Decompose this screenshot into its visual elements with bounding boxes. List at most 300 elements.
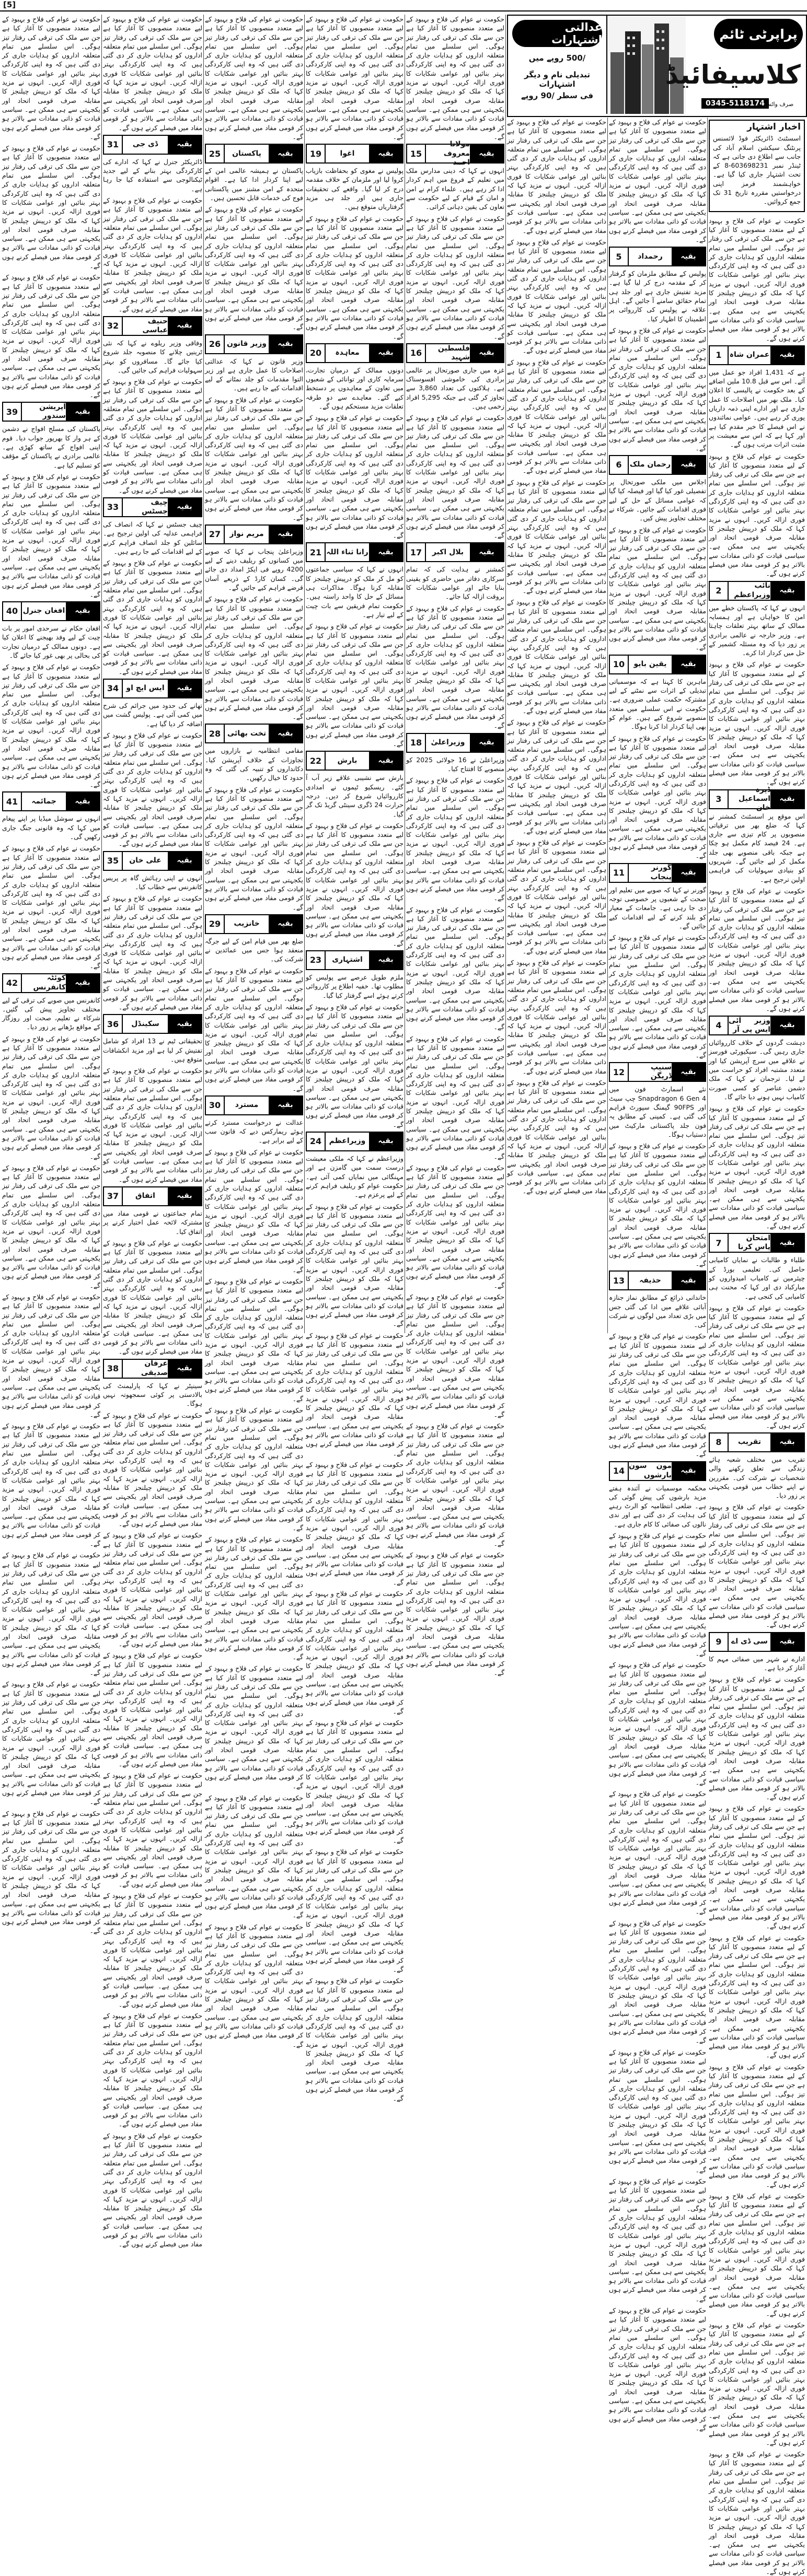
article-paragraph: حکومت نے عوام کی فلاح و بہبود کے لیے متعدد منصوبوں کا آغاز کیا ہے جن سے ملک کی ترقی کی رفتار تیز ہوگی۔ اس سلسلے میں تمام متعلقہ اداروں کو ہدایات جاری کر دی گئی ہیں کہ وہ اپنی کارکردگی بہتر بنائیں اور عوامی شکایات کا فوری ازالہ کریں۔ انہوں نے مزید کہا کہ ملک کو درپیش چیلنجز کا مقابلہ صرف قومی اتحاد اور یکجہتی سے ہی ممکن ہے۔ سیاسی قیادت کو ذاتی مفادات سے بالاتر ہو کر قومی مفاد میں فیصلے کرنے ہوں گے۔ xyxy=(709,1104,805,1230)
continuation-number: 2 xyxy=(710,582,729,600)
article-paragraph: نئے اسمارٹ فون میں Snapdragon 6 Gen 4 چپ سیٹ اور 90FPS گیمنگ سپورٹ فراہم کی گئی ہے۔ کمپنی کے مطابق یہ فون جلد پاکستانی مارکیٹ میں دستیاب ہوگا۔ xyxy=(609,1085,706,1138)
article-paragraph: دونوں ممالک کے درمیان تجارت، سرمایہ کاری اور توانائی کے شعبوں میں تعاون کے معاہدوں پر دستخط کیے گئے۔ معاہدے سے دو طرفہ تعلقات مزید مستحکم ہوں گے۔ xyxy=(306,366,404,410)
article-paragraph: تمام جماعتوں نے قومی مفاد میں مشترکہ لائحہ عمل اختیار کرنے پر اتفاق کیا۔ xyxy=(103,1209,202,1235)
article-paragraph: حکومت نے عوام کی فلاح و بہبود کے لیے متعدد منصوبوں کا آغاز کیا ہے جن سے ملک کی ترقی کی رفتار تیز ہوگی۔ اس سلسلے میں تمام متعلقہ اداروں کو ہدایات جاری کر دی گئی ہیں کہ وہ اپنی کارکردگی بہتر بنائیں اور عوامی شکایات کا فوری ازالہ کریں۔ انہوں نے مزید کہا کہ ملک کو درپیش چیلنجز کا مقابلہ صرف قومی اتحاد اور یکجہتی سے ہی ممکن ہے۔ سیاسی قیادت کو ذاتی مفادات سے بالاتر ہو کر قومی مفاد میں فیصلے کرنے ہوں گے۔ xyxy=(709,660,805,786)
continuation-title: کوئٹہ کانفرنس xyxy=(33,974,66,992)
article-paragraph: حکومت نے عوام کی فلاح و بہبود کے لیے متعدد منصوبوں کا آغاز کیا ہے جن سے ملک کی ترقی کی رفتار تیز ہوگی۔ اس سلسلے میں تمام متعلقہ اداروں کو ہدایات جاری کر دی گئی ہیں کہ وہ اپنی کارکردگی بہتر بنائیں اور عوامی شکایات کا فوری ازالہ کریں۔ انہوں نے مزید کہا کہ ملک کو درپیش چیلنجز کا مقابلہ صرف قومی اتحاد اور یکجہتی سے ہی ممکن ہے۔ سیاسی قیادت کو ذاتی مفادات سے بالاتر ہو کر قومی مفاد میں فیصلے کرنے ہوں گے۔ xyxy=(709,2062,805,2188)
article-paragraph: حکومت نے عوام کی فلاح و بہبود کے لیے متعدد منصوبوں کا آغاز کیا ہے جن سے ملک کی ترقی کی رفتار تیز ہوگی۔ اس سلسلے میں تمام متعلقہ اداروں کو ہدایات جاری کر دی گئی ہیں کہ وہ اپنی کارکردگی بہتر بنائیں اور عوامی شکایات کا فوری ازالہ کریں۔ انہوں نے مزید کہا کہ ملک کو درپیش چیلنجز کا مقابلہ صرف قومی اتحاد اور یکجہتی سے ہی ممکن ہے۔ سیاسی قیادت کو ذاتی مفادات سے بالاتر ہو کر قومی مفاد میں فیصلے کرنے ہوں گے۔ xyxy=(507,238,606,355)
article-paragraph: حکومت نے عوام کی فلاح و بہبود کے لیے متعدد منصوبوں کا آغاز کیا ہے جن سے ملک کی ترقی کی رفتار تیز ہوگی۔ اس سلسلے میں تمام متعلقہ اداروں کو ہدایات جاری کر دی گئی ہیں کہ وہ اپنی کارکردگی بہتر بنائیں اور عوامی شکایات کا فوری ازالہ کریں۔ انہوں نے مزید کہا کہ ملک کو درپیش چیلنجز کا مقابلہ صرف قومی اتحاد اور یکجہتی سے ہی ممکن ہے۔ سیاسی قیادت کو ذاتی مفادات سے بالاتر ہو کر قومی مفاد میں فیصلے کرنے ہوں گے۔ xyxy=(306,1003,404,1128)
text-column xyxy=(406,15,505,1677)
continuation-title: حنیف عباسی xyxy=(142,317,168,334)
continuation-tag: بقیہ xyxy=(269,1097,302,1114)
whatsapp-label: صرف واٹس ایپ xyxy=(754,101,794,108)
continuation-number: 15 xyxy=(407,145,426,162)
article-paragraph: انہوں نے کہا کہ پاکستان خطے میں امن کا خواہاں ہے اور ہمسایہ ممالک کے ساتھ بہتر تعلقات چاہتا ہے۔ وزیر خارجہ نے عالمی برادری پر زور دیا کہ وہ مسئلہ کشمیر کے حل میں کردار ادا کرے۔ xyxy=(709,603,805,657)
continuation-header xyxy=(103,316,202,336)
article-paragraph: حکومت نے عوام کی فلاح و بہبود کے لیے متعدد منصوبوں کا آغاز کیا ہے جن سے ملک کی ترقی کی رفتار تیز ہوگی۔ اس سلسلے میں تمام متعلقہ اداروں کو ہدایات جاری کر دی گئی ہیں کہ وہ اپنی کارکردگی بہتر بنائیں اور عوامی شکایات کا فوری ازالہ کریں۔ انہوں نے مزید کہا کہ ملک کو درپیش چیلنجز کا مقابلہ صرف قومی اتحاد اور یکجہتی سے ہی ممکن ہے۔ سیاسی قیادت کو ذاتی مفادات سے بالاتر ہو کر قومی مفاد میں فیصلے کرنے ہوں گے۔ xyxy=(103,1239,202,1356)
article-paragraph: اسسٹنٹ ڈائریکٹر فوڈ لائسنس پرنٹنگ سیکشن اسلام آباد کی جانب سے اطلاع دی جاتی ہے کہ ٹینڈر نمبر 603698231-8 کے تحت اشتہار جاری کیا گیا ہے۔ خواہشمند فرمز اپنی درخواستیں مقررہ تاریخ 31 تک جمع کروائیں۔ xyxy=(713,134,801,206)
article-paragraph: حکومت نے عوام کی فلاح و بہبود کے لیے متعدد منصوبوں کا آغاز کیا ہے جن سے ملک کی ترقی کی رفتار تیز ہوگی۔ اس سلسلے میں تمام متعلقہ اداروں کو ہدایات جاری کر دی گئی ہیں کہ وہ اپنی کارکردگی بہتر بنائیں اور عوامی شکایات کا فوری ازالہ کریں۔ انہوں نے مزید کہا کہ ملک کو درپیش چیلنجز کا مقابلہ صرف قومی اتحاد اور یکجہتی سے ہی ممکن ہے۔ سیاسی قیادت کو ذاتی مفادات سے بالاتر ہو کر قومی مفاد میں فیصلے کرنے ہوں گے۔ xyxy=(103,1892,202,2008)
article-paragraph: حکومت نے عوام کی فلاح و بہبود کے لیے متعدد منصوبوں کا آغاز کیا ہے جن سے ملک کی ترقی کی رفتار تیز ہوگی۔ اس سلسلے میں تمام متعلقہ اداروں کو ہدایات جاری کر دی گئی ہیں کہ وہ اپنی کارکردگی بہتر بنائیں اور عوامی شکایات کا فوری ازالہ کریں۔ انہوں نے مزید کہا کہ ملک کو درپیش چیلنجز کا مقابلہ صرف قومی اتحاد اور یکجہتی سے ہی ممکن ہے۔ سیاسی قیادت کو ذاتی مفادات سے بالاتر ہو کر قومی مفاد میں فیصلے کرنے ہوں گے۔ xyxy=(103,1067,202,1183)
continuation-number: 38 xyxy=(104,1360,123,1378)
continuation-tag: بقیہ xyxy=(672,248,705,265)
continuation-tag: بقیہ xyxy=(269,915,302,933)
article-paragraph: حکومت نے عوام کی فلاح و بہبود کے لیے متعدد منصوبوں کا آغاز کیا ہے جن سے ملک کی ترقی کی رفتار تیز ہوگی۔ اس سلسلے میں تمام متعلقہ اداروں کو ہدایات جاری کر دی گئی ہیں کہ وہ اپنی کارکردگی بہتر بنائیں اور عوامی شکایات کا فوری ازالہ کریں۔ انہوں نے مزید کہا کہ ملک کو درپیش چیلنجز کا مقابلہ صرف قومی اتحاد اور یکجہتی سے ہی ممکن ہے۔ سیاسی قیادت کو ذاتی مفادات سے بالاتر ہو کر قومی مفاد میں فیصلے کرنے ہوں گے۔ xyxy=(609,1790,706,1916)
continuation-header xyxy=(609,1270,706,1290)
continuation-tag: بقیہ xyxy=(672,1462,705,1480)
continuation-tag: بقیہ xyxy=(770,1234,804,1252)
price-line-1: /500 روپے میں xyxy=(528,53,586,63)
article-paragraph: مقامی انتظامیہ نے بازاروں میں تجاوزات کے خلاف آپریشن کیا۔ دکانداروں کو تنبیہ کی گئی کہ وہ حدود کا خیال رکھیں۔ xyxy=(205,747,303,782)
continuation-number: 24 xyxy=(307,1133,326,1150)
continuation-number: 19 xyxy=(307,145,326,162)
text-column xyxy=(305,15,404,2103)
continuation-header xyxy=(306,950,404,970)
price-line-2: تبدیلی نام و دیگر اشتہارات xyxy=(524,70,590,89)
continuation-tag: بقیہ xyxy=(470,543,503,561)
article-paragraph: حکومت نے عوام کی فلاح و بہبود کے لیے متعدد منصوبوں کا آغاز کیا ہے جن سے ملک کی ترقی کی رفتار تیز ہوگی۔ اس سلسلے میں تمام متعلقہ اداروں کو ہدایات جاری کر دی گئی ہیں کہ وہ اپنی کارکردگی بہتر بنائیں اور عوامی شکایات کا فوری ازالہ کریں۔ انہوں نے مزید کہا کہ ملک کو درپیش چیلنجز کا مقابلہ صرف قومی اتحاد اور یکجہتی سے ہی ممکن ہے۔ سیاسی قیادت کو ذاتی مفادات سے بالاتر ہو کر قومی مفاد میں فیصلے کرنے ہوں گے۔ xyxy=(2,1163,100,1289)
article-paragraph: حکومت نے عوام کی فلاح و بہبود کے لیے متعدد منصوبوں کا آغاز کیا ہے جن سے ملک کی ترقی کی رفتار تیز ہوگی۔ اس سلسلے میں تمام متعلقہ اداروں کو ہدایات جاری کر دی گئی ہیں کہ وہ اپنی کارکردگی بہتر بنائیں اور عوامی شکایات کا فوری ازالہ کریں۔ انہوں نے مزید کہا کہ ملک کو درپیش چیلنجز کا مقابلہ صرف قومی اتحاد اور یکجہتی سے ہی ممکن ہے۔ سیاسی قیادت کو ذاتی مفادات سے بالاتر ہو کر قومی مفاد میں فیصلے کرنے ہوں گے۔ xyxy=(609,2177,706,2303)
continuation-title: تخت بھائی xyxy=(227,729,267,738)
continuation-title: پاکستان xyxy=(232,149,261,158)
continuation-tag: بقیہ xyxy=(770,346,804,364)
article-paragraph: حکومت نے عوام کی فلاح و بہبود کے لیے متعدد منصوبوں کا آغاز کیا ہے جن سے ملک کی ترقی کی رفتار تیز ہوگی۔ اس سلسلے میں تمام متعلقہ اداروں کو ہدایات جاری کر دی گئی ہیں کہ وہ اپنی کارکردگی بہتر بنائیں اور عوامی شکایات کا فوری ازالہ کریں۔ انہوں نے مزید کہا کہ ملک کو درپیش چیلنجز کا مقابلہ صرف قومی اتحاد اور یکجہتی سے ہی ممکن ہے۔ سیاسی قیادت کو ذاتی مفادات سے بالاتر ہو کر قومی مفاد میں فیصلے کرنے ہوں گے۔ xyxy=(103,1531,202,1648)
article-paragraph: طلباء و طالبات نے نمایاں کامیابی حاصل کی۔ تعلیمی بورڈ کے چیئرمین نے کامیاب امیدواروں کو مبارکباد دی اور کہا کہ محنت ہی کامیابی کی کنجی ہے۔ xyxy=(709,1256,805,1300)
article-paragraph: حکومت نے عوام کی فلاح و بہبود کے لیے متعدد منصوبوں کا آغاز کیا ہے جن سے ملک کی ترقی کی رفتار تیز ہوگی۔ اس سلسلے میں تمام متعلقہ اداروں کو ہدایات جاری کر دی گئی ہیں کہ وہ اپنی کارکردگی بہتر بنائیں اور عوامی شکایات کا فوری ازالہ کریں۔ انہوں نے مزید کہا کہ ملک کو درپیش چیلنجز کا مقابلہ صرف قومی اتحاد اور یکجہتی سے ہی ممکن ہے۔ سیاسی قیادت کو ذاتی مفادات سے بالاتر ہو کر قومی مفاد میں فیصلے کرنے ہوں گے۔ xyxy=(609,1532,706,1657)
continuation-number: 4 xyxy=(710,1017,729,1034)
continuation-tag: بقیہ xyxy=(770,1633,804,1651)
continuation-title: ایس ایچ او xyxy=(126,684,165,693)
article-paragraph: حکومت نے عوام کی فلاح و بہبود کے لیے متعدد منصوبوں کا آغاز کیا ہے جن سے ملک کی ترقی کی رفتار تیز ہوگی۔ اس سلسلے میں تمام متعلقہ اداروں کو ہدایات جاری کر دی گئی ہیں کہ وہ اپنی کارکردگی بہتر بنائیں اور عوامی شکایات کا فوری ازالہ کریں۔ انہوں نے مزید کہا کہ ملک کو درپیش چیلنجز کا مقابلہ صرف قومی اتحاد اور یکجہتی سے ہی ممکن ہے۔ سیاسی قیادت کو ذاتی مفادات سے بالاتر ہو کر قومی مفاد میں فیصلے کرنے ہوں گے۔ xyxy=(205,395,303,521)
continuation-header xyxy=(609,1062,706,1082)
continuation-header xyxy=(709,345,805,365)
article-paragraph: حکومت نے عوام کی فلاح و بہبود کے لیے متعدد منصوبوں کا آغاز کیا ہے جن سے ملک کی ترقی کی رفتار تیز ہوگی۔ اس سلسلے میں تمام متعلقہ اداروں کو ہدایات جاری کر دی گئی ہیں کہ وہ اپنی کارکردگی بہتر بنائیں اور عوامی شکایات کا فوری ازالہ کریں۔ انہوں نے مزید کہا کہ ملک کو درپیش چیلنجز کا مقابلہ صرف قومی اتحاد اور یکجہتی سے ہی ممکن ہے۔ سیاسی قیادت کو ذاتی مفادات سے بالاتر ہو کر قومی مفاد میں فیصلے کرنے ہوں گے۔ xyxy=(205,966,303,1092)
continuation-title: گورنر پنجاب xyxy=(650,864,672,881)
article-paragraph: حکومت نے عوام کی فلاح و بہبود کے لیے متعدد منصوبوں کا آغاز کیا ہے جن سے ملک کی ترقی کی رفتار تیز ہوگی۔ اس سلسلے میں تمام متعلقہ اداروں کو ہدایات جاری کر دی گئی ہیں کہ وہ اپنی کارکردگی بہتر بنائیں اور عوامی شکایات کا فوری ازالہ کریں۔ انہوں نے مزید کہا کہ ملک کو درپیش چیلنجز کا مقابلہ صرف قومی اتحاد اور یکجہتی سے ہی ممکن ہے۔ سیاسی قیادت کو ذاتی مفادات سے بالاتر ہو کر قومی مفاد میں فیصلے کرنے ہوں گے۔ xyxy=(406,905,504,1031)
article-paragraph: حکومت نے عوام کی فلاح و بہبود کے لیے متعدد منصوبوں کا آغاز کیا ہے جن سے ملک کی ترقی کی رفتار تیز ہوگی۔ اس سلسلے میں تمام متعلقہ اداروں کو ہدایات جاری کر دی گئی ہیں کہ وہ اپنی کارکردگی بہتر بنائیں اور عوامی شکایات کا فوری ازالہ کریں۔ انہوں نے مزید کہا کہ ملک کو درپیش چیلنجز کا مقابلہ صرف قومی اتحاد اور یکجہتی سے ہی ممکن ہے۔ سیاسی قیادت کو ذاتی مفادات سے بالاتر ہو کر قومی مفاد میں فیصلے کرنے ہوں گے۔ xyxy=(609,2306,706,2432)
article-paragraph: حکومت نے عوام کی فلاح و بہبود کے لیے متعدد منصوبوں کا آغاز کیا ہے جن سے ملک کی ترقی کی رفتار تیز ہوگی۔ اس سلسلے میں تمام متعلقہ اداروں کو ہدایات جاری کر دی گئی ہیں کہ وہ اپنی کارکردگی بہتر بنائیں اور عوامی شکایات کا فوری ازالہ کریں۔ انہوں نے مزید کہا کہ ملک کو درپیش چیلنجز کا مقابلہ صرف قومی اتحاد اور یکجہتی سے ہی ممکن ہے۔ سیاسی قیادت کو ذاتی مفادات سے بالاتر ہو کر قومی مفاد میں فیصلے کرنے ہوں گے۔ xyxy=(103,2131,202,2248)
continuation-tag: بقیہ xyxy=(470,145,503,162)
article-paragraph: حکومت نے عوام کی فلاح و بہبود کے لیے متعدد منصوبوں کا آغاز کیا ہے جن سے ملک کی ترقی کی رفتار تیز ہوگی۔ اس سلسلے میں تمام متعلقہ اداروں کو ہدایات جاری کر دی گئی ہیں کہ وہ اپنی کارکردگی بہتر بنائیں اور عوامی شکایات کا فوری ازالہ کریں۔ انہوں نے مزید کہا کہ ملک کو درپیش چیلنجز کا مقابلہ صرف قومی اتحاد اور یکجہتی سے ہی ممکن ہے۔ سیاسی قیادت کو ذاتی مفادات سے بالاتر ہو کر قومی مفاد میں فیصلے کرنے ہوں گے۔ xyxy=(709,452,805,578)
notice-title: اخبار اشتہار xyxy=(747,122,801,132)
continuation-number: 25 xyxy=(206,145,225,162)
article-paragraph: تقریب میں مختلف شعبہ ہائے زندگی سے تعلق رکھنے والی شخصیات نے شرکت کی۔ مقررین نے اپنے خطاب میں قومی یکجہتی پر زور دیا۔ xyxy=(709,1455,805,1500)
article-paragraph: خاندانی ذرائع کے مطابق نماز جنازہ آبائی علاقے میں ادا کی گئی جس میں بڑی تعداد میں لوگوں نے شرکت کی۔ xyxy=(609,1293,706,1329)
column-rule xyxy=(607,118,608,1333)
article-paragraph: پولیس نے مغوی کو بحفاظت بازیاب کروا لیا اور ملزمان کے خلاف مقدمہ درج کر لیا گیا۔ واقعے کی تحقیقات جاری ہیں اور جلد ہی مزید گرفتاریاں متوقع ہیں۔ xyxy=(306,167,404,211)
article-paragraph: حکومت نے عوام کی فلاح و بہبود کے لیے متعدد منصوبوں کا آغاز کیا ہے جن سے ملک کی ترقی کی رفتار تیز ہوگی۔ اس سلسلے میں تمام متعلقہ اداروں کو ہدایات جاری کر دی گئی ہیں کہ وہ اپنی کارکردگی بہتر بنائیں اور عوامی شکایات کا فوری ازالہ کریں۔ انہوں نے مزید کہا کہ ملک کو درپیش چیلنجز کا مقابلہ صرف قومی اتحاد اور یکجہتی سے ہی ممکن ہے۔ سیاسی قیادت کو ذاتی مفادات سے بالاتر ہو کر قومی مفاد میں فیصلے کرنے ہوں گے۔ xyxy=(709,1303,805,1429)
continuation-title: اتفاق xyxy=(135,1192,155,1200)
article-paragraph: حکومت نے عوام کی فلاح و بہبود کے لیے متعدد منصوبوں کا آغاز کیا ہے جن سے ملک کی ترقی کی رفتار تیز ہوگی۔ اس سلسلے میں تمام متعلقہ اداروں کو ہدایات جاری کر دی گئی ہیں کہ وہ اپنی کارکردگی بہتر بنائیں اور عوامی شکایات کا فوری ازالہ کریں۔ انہوں نے مزید کہا کہ ملک کو درپیش چیلنجز کا مقابلہ صرف قومی اتحاد اور یکجہتی سے ہی ممکن ہے۔ سیاسی قیادت کو ذاتی مفادات سے بالاتر ہو کر قومی مفاد میں فیصلے کرنے ہوں گے۔ xyxy=(306,1202,404,1328)
article-paragraph: حکومت نے عوام کی فلاح و بہبود کے لیے متعدد منصوبوں کا آغاز کیا ہے جن سے ملک کی ترقی کی رفتار تیز ہوگی۔ اس سلسلے میں تمام متعلقہ اداروں کو ہدایات جاری کر دی گئی ہیں کہ وہ اپنی کارکردگی بہتر بنائیں اور عوامی شکایات کا فوری ازالہ کریں۔ انہوں نے مزید کہا کہ ملک کو درپیش چیلنجز کا مقابلہ صرف قومی اتحاد اور یکجہتی سے ہی ممکن ہے۔ سیاسی قیادت کو ذاتی مفادات سے بالاتر ہو کر قومی مفاد میں فیصلے کرنے ہوں گے۔ xyxy=(406,1293,504,1418)
column-rule xyxy=(707,118,708,1333)
article-paragraph: حکومت نے عوام کی فلاح و بہبود کے لیے متعدد منصوبوں کا آغاز کیا ہے جن سے ملک کی ترقی کی رفتار تیز ہوگی۔ اس سلسلے میں تمام متعلقہ اداروں کو ہدایات جاری کر دی گئی ہیں کہ وہ اپنی کارکردگی بہتر بنائیں اور عوامی شکایات کا فوری ازالہ کریں۔ انہوں نے مزید کہا کہ ملک کو درپیش چیلنجز کا مقابلہ صرف قومی اتحاد اور یکجہتی سے ہی ممکن ہے۔ سیاسی قیادت کو ذاتی مفادات سے بالاتر ہو کر قومی مفاد میں فیصلے کرنے ہوں گے۔ xyxy=(205,595,303,721)
continuation-tag: بقیہ xyxy=(369,145,402,162)
article-paragraph: حکومت نے عوام کی فلاح و بہبود کے لیے متعدد منصوبوں کا آغاز کیا ہے جن سے ملک کی ترقی کی رفتار تیز ہوگی۔ اس سلسلے میں تمام متعلقہ اداروں کو ہدایات جاری کر دی گئی ہیں کہ وہ اپنی کارکردگی بہتر بنائیں اور عوامی شکایات کا فوری ازالہ کریں۔ انہوں نے مزید کہا کہ ملک کو درپیش چیلنجز کا مقابلہ صرف قومی اتحاد اور یکجہتی سے ہی ممکن ہے۔ سیاسی قیادت کو ذاتی مفادات سے بالاتر ہو کر قومی مفاد میں فیصلے کرنے ہوں گے۔ xyxy=(205,15,303,141)
continuation-tag: بقیہ xyxy=(369,543,402,561)
continuation-number: 29 xyxy=(206,915,225,933)
article-paragraph: انہوں نے سوشل میڈیا پر اپنے پیغام میں کہا کہ وہ قانونی جنگ جاری رکھیں گی۔ xyxy=(2,814,100,841)
page-number: [5] xyxy=(3,0,16,9)
continuation-header xyxy=(103,1014,202,1034)
continuation-tag: بقیہ xyxy=(168,1360,201,1378)
continuation-number: 30 xyxy=(206,1097,225,1114)
continuation-number: 20 xyxy=(307,344,326,362)
article-paragraph: حکومت نے عوام کی فلاح و بہبود کے لیے متعدد منصوبوں کا آغاز کیا ہے جن سے ملک کی ترقی کی رفتار تیز ہوگی۔ اس سلسلے میں تمام متعلقہ اداروں کو ہدایات جاری کر دی گئی ہیں کہ وہ اپنی کارکردگی بہتر بنائیں اور عوامی شکایات کا فوری ازالہ کریں۔ انہوں نے مزید کہا کہ ملک کو درپیش چیلنجز کا مقابلہ صرف قومی اتحاد اور یکجہتی سے ہی ممکن ہے۔ سیاسی قیادت کو ذاتی مفادات سے بالاتر ہو کر قومی مفاد میں فیصلے کرنے ہوں گے۔ xyxy=(709,2450,805,2576)
article-paragraph: پاکستان کی مسلح افواج نے دشمن کے ہر وار کا بھرپور جواب دیا۔ قوم اپنی افواج کے ساتھ کھڑی ہے۔ عالمی برادری نے پاکستان کے مؤقف کو تسلیم کیا ہے۔ xyxy=(2,425,100,469)
article-paragraph: حکومت نے عوام کی فلاح و بہبود کے لیے متعدد منصوبوں کا آغاز کیا ہے جن سے ملک کی ترقی کی رفتار تیز ہوگی۔ اس سلسلے میں تمام متعلقہ اداروں کو ہدایات جاری کر دی گئی ہیں کہ وہ اپنی کارکردگی بہتر بنائیں اور عوامی شکایات کا فوری ازالہ کریں۔ انہوں نے مزید کہا کہ ملک کو درپیش چیلنجز کا مقابلہ صرف قومی اتحاد اور یکجہتی سے ہی ممکن ہے۔ سیاسی قیادت کو ذاتی مفادات سے بالاتر ہو کر قومی مفاد میں فیصلے کرنے ہوں گے۔ xyxy=(306,214,404,340)
article-paragraph: ادارے نے شہر میں صفائی مہم کا آغاز کر دیا ہے۔ xyxy=(709,1654,805,1672)
continuation-number: 3 xyxy=(710,790,729,808)
continuation-title: اشتہاری xyxy=(332,955,363,964)
text-column xyxy=(103,15,202,2248)
continuation-header xyxy=(609,863,706,883)
article-paragraph: ماہرین کا کہنا ہے کہ موسمیاتی تبدیلی کے اثرات سے نمٹنے کے لیے مشترکہ حکمت عملی ضروری ہے۔ حکومت نے اس سلسلے میں متعدد منصوبے شروع کیے ہیں۔ عوام کو بھی اپنا کردار ادا کرنا ہوگا۔ xyxy=(609,677,706,731)
continuation-title: حذیفہ xyxy=(639,1276,661,1285)
continuation-number: 21 xyxy=(307,543,326,561)
article-paragraph: وزیراعلیٰ پنجاب نے کہا کہ صوبے میں کسانوں کو ریلیف دینے کے لیے 4200 روپے فی ایکڑ امداد دی جائے گی۔ کسان کارڈ کے ذریعے آسان قرضے فراہم کیے جائیں گے۔ xyxy=(205,547,303,592)
whatsapp-phone: 0345-5118174 xyxy=(701,98,769,109)
continuation-tag: بقیہ xyxy=(672,1063,705,1081)
article-paragraph: حکومت نے عوام کی فلاح و بہبود کے لیے متعدد منصوبوں کا آغاز کیا ہے جن سے ملک کی ترقی کی رفتار تیز ہوگی۔ اس سلسلے میں تمام متعلقہ اداروں کو ہدایات جاری کر دی گئی ہیں کہ وہ اپنی کارکردگی بہتر بنائیں اور عوامی شکایات کا فوری ازالہ کریں۔ انہوں نے مزید کہا کہ ملک کو درپیش چیلنجز کا مقابلہ صرف قومی اتحاد اور یکجہتی سے ہی ممکن ہے۔ سیاسی قیادت کو ذاتی مفادات سے بالاتر ہو کر قومی مفاد میں فیصلے کرنے ہوں گے۔ xyxy=(2,1034,100,1160)
continuation-title: رانا ثناء اللہ xyxy=(326,547,368,556)
article-paragraph: حکومت نے عوام کی فلاح و بہبود کے لیے متعدد منصوبوں کا آغاز کیا ہے جن سے ملک کی ترقی کی رفتار تیز ہوگی۔ اس سلسلے میں تمام متعلقہ اداروں کو ہدایات جاری کر دی گئی ہیں کہ وہ اپنی کارکردگی بہتر بنائیں اور عوامی شکایات کا فوری ازالہ کریں۔ انہوں نے مزید کہا کہ ملک کو درپیش چیلنجز کا مقابلہ صرف قومی اتحاد اور یکجہتی سے ہی ممکن ہے۔ سیاسی قیادت کو ذاتی مفادات سے بالاتر ہو کر قومی مفاد میں فیصلے کرنے ہوں گے۔ xyxy=(2,1680,100,1806)
article-paragraph: حکومت نے عوام کی فلاح و بہبود کے لیے متعدد منصوبوں کا آغاز کیا ہے جن سے ملک کی ترقی کی رفتار تیز ہوگی۔ اس سلسلے میں تمام متعلقہ اداروں کو ہدایات جاری کر دی گئی ہیں کہ وہ اپنی کارکردگی بہتر بنائیں اور عوامی شکایات کا فوری ازالہ کریں۔ انہوں نے مزید کہا کہ ملک کو درپیش چیلنجز کا مقابلہ صرف قومی اتحاد اور یکجہتی سے ہی ممکن ہے۔ سیاسی قیادت کو ذاتی مفادات سے بالاتر ہو کر قومی مفاد میں فیصلے کرنے ہوں گے۔ xyxy=(406,1034,504,1160)
article-paragraph: حکومت نے عوام کی فلاح و بہبود کے لیے متعدد منصوبوں کا آغاز کیا ہے جن سے ملک کی ترقی کی رفتار تیز ہوگی۔ اس سلسلے میں تمام متعلقہ اداروں کو ہدایات جاری کر دی گئی ہیں کہ وہ اپنی کارکردگی بہتر بنائیں اور عوامی شکایات کا فوری ازالہ کریں۔ انہوں نے مزید کہا کہ ملک کو درپیش چیلنجز کا مقابلہ صرف قومی اتحاد اور یکجہتی سے ہی ممکن ہے۔ سیاسی قیادت کو ذاتی مفادات سے بالاتر ہو کر قومی مفاد میں فیصلے کرنے ہوں گے۔ xyxy=(709,887,805,1012)
article-paragraph: حکومت نے عوام کی فلاح و بہبود کے لیے متعدد منصوبوں کا آغاز کیا ہے جن سے ملک کی ترقی کی رفتار تیز ہوگی۔ اس سلسلے میں تمام متعلقہ اداروں کو ہدایات جاری کر دی گئی ہیں کہ وہ اپنی کارکردگی بہتر بنائیں اور عوامی شکایات کا فوری ازالہ کریں۔ انہوں نے مزید کہا کہ ملک کو درپیش چیلنجز کا مقابلہ صرف قومی اتحاد اور یکجہتی سے ہی ممکن ہے۔ سیاسی قیادت کو ذاتی مفادات سے بالاتر ہو کر قومی مفاد میں فیصلے کرنے ہوں گے۔ xyxy=(406,15,504,141)
continuation-title: وزیر آئی ایس پی آر xyxy=(729,1016,770,1034)
article-paragraph: حکومت نے عوام کی فلاح و بہبود کے لیے متعدد منصوبوں کا آغاز کیا ہے جن سے ملک کی ترقی کی رفتار تیز ہوگی۔ اس سلسلے میں تمام متعلقہ اداروں کو ہدایات جاری کر دی گئی ہیں کہ وہ اپنی کارکردگی بہتر بنائیں اور عوامی شکایات کا فوری ازالہ کریں۔ انہوں نے مزید کہا کہ ملک کو درپیش چیلنجز کا مقابلہ صرف قومی اتحاد اور یکجہتی سے ہی ممکن ہے۔ سیاسی قیادت کو ذاتی مفادات سے بالاتر ہو کر قومی مفاد میں فیصلے کرنے ہوں گے۔ xyxy=(103,1651,202,1768)
column-rule xyxy=(101,15,102,1333)
article-paragraph: حکومت نے عوام کی فلاح و بہبود کے لیے متعدد منصوبوں کا آغاز کیا ہے جن سے ملک کی ترقی کی رفتار تیز ہوگی۔ اس سلسلے میں تمام متعلقہ اداروں کو ہدایات جاری کر دی گئی ہیں کہ وہ اپنی کارکردگی بہتر بنائیں اور عوامی شکایات کا فوری ازالہ کریں۔ انہوں نے مزید کہا کہ ملک کو درپیش چیلنجز کا مقابلہ صرف قومی اتحاد اور یکجہتی سے ہی ممکن ہے۔ سیاسی قیادت کو ذاتی مفادات سے بالاتر ہو کر قومی مفاد میں فیصلے کرنے ہوں گے۔ xyxy=(507,959,606,1075)
court-ads-panel xyxy=(508,16,607,114)
continuation-header xyxy=(306,144,404,164)
continuation-tag: بقیہ xyxy=(470,344,503,362)
article-paragraph: حکومت نے عوام کی فلاح و بہبود کے لیے متعدد منصوبوں کا آغاز کیا ہے جن سے ملک کی ترقی کی رفتار تیز ہوگی۔ اس سلسلے میں تمام متعلقہ اداروں کو ہدایات جاری کر دی گئی ہیں کہ وہ اپنی کارکردگی بہتر بنائیں اور عوامی شکایات کا فوری ازالہ کریں۔ انہوں نے مزید کہا کہ ملک کو درپیش چیلنجز کا مقابلہ صرف قومی اتحاد اور یکجہتی سے ہی ممکن ہے۔ سیاسی قیادت کو ذاتی مفادات سے بالاتر ہو کر قومی مفاد میں فیصلے کرنے ہوں گے۔ xyxy=(2,472,100,598)
classified-title: کلاسیفائیڈ xyxy=(665,60,801,90)
continuation-tag: بقیہ xyxy=(269,145,302,162)
article-paragraph: وفاقی وزیر ریلوے نے کہا کہ نئی ٹرینیں چلانے کا منصوبہ جلد شروع کیا جائے گا۔ مسافروں کو بہتر سہولیات فراہم کی جائیں گی۔ xyxy=(103,339,202,374)
article-paragraph: حکومت نے عوام کی فلاح و بہبود کے لیے متعدد منصوبوں کا آغاز کیا ہے جن سے ملک کی ترقی کی رفتار تیز ہوگی۔ اس سلسلے میں تمام متعلقہ اداروں کو ہدایات جاری کر دی گئی ہیں کہ وہ اپنی کارکردگی بہتر بنائیں اور عوامی شکایات کا فوری ازالہ کریں۔ انہوں نے مزید کہا کہ ملک کو درپیش چیلنجز کا مقابلہ صرف قومی اتحاد اور یکجہتی سے ہی ممکن ہے۔ سیاسی قیادت کو ذاتی مفادات سے بالاتر ہو کر قومی مفاد میں فیصلے کرنے ہوں گے۔ xyxy=(306,1460,404,1586)
article-paragraph: حکومت نے عوام کی فلاح و بہبود کے لیے متعدد منصوبوں کا آغاز کیا ہے جن سے ملک کی ترقی کی رفتار تیز ہوگی۔ اس سلسلے میں تمام متعلقہ اداروں کو ہدایات جاری کر دی گئی ہیں کہ وہ اپنی کارکردگی بہتر بنائیں اور عوامی شکایات کا فوری ازالہ کریں۔ انہوں نے مزید کہا کہ ملک کو درپیش چیلنجز کا مقابلہ صرف قومی اتحاد اور یکجہتی سے ہی ممکن ہے۔ سیاسی قیادت کو ذاتی مفادات سے بالاتر ہو کر قومی مفاد میں فیصلے کرنے ہوں گے۔ xyxy=(709,1503,805,1629)
continuation-tag: بقیہ xyxy=(770,790,804,808)
article-paragraph: حکومت نے عوام کی فلاح و بہبود کے لیے متعدد منصوبوں کا آغاز کیا ہے جن سے ملک کی ترقی کی رفتار تیز ہوگی۔ اس سلسلے میں تمام متعلقہ اداروں کو ہدایات جاری کر دی گئی ہیں کہ وہ اپنی کارکردگی بہتر بنائیں اور عوامی شکایات کا فوری ازالہ کریں۔ انہوں نے مزید کہا کہ ملک کو درپیش چیلنجز کا مقابلہ صرف قومی اتحاد اور یکجہتی سے ہی ممکن ہے۔ سیاسی قیادت کو ذاتی مفادات سے بالاتر ہو کر قومی مفاد میں فیصلے کرنے ہوں گے۔ xyxy=(205,1793,303,1919)
article-paragraph: حکومت نے عوام کی فلاح و بہبود کے لیے متعدد منصوبوں کا آغاز کیا ہے جن سے ملک کی ترقی کی رفتار تیز ہوگی۔ اس سلسلے میں تمام متعلقہ اداروں کو ہدایات جاری کر دی گئی ہیں کہ وہ اپنی کارکردگی بہتر بنائیں اور عوامی شکایات کا فوری ازالہ کریں۔ انہوں نے مزید کہا کہ ملک کو درپیش چیلنجز کا مقابلہ صرف قومی اتحاد اور یکجہتی سے ہی ممکن ہے۔ سیاسی قیادت کو ذاتی مفادات سے بالاتر ہو کر قومی مفاد میں فیصلے کرنے ہوں گے۔ xyxy=(507,1078,606,1195)
continuation-header xyxy=(103,497,202,517)
continuation-number: 13 xyxy=(610,1272,629,1289)
continuation-tag: بقیہ xyxy=(369,951,402,969)
article-paragraph: حکومت نے عوام کی فلاح و بہبود کے لیے متعدد منصوبوں کا آغاز کیا ہے جن سے ملک کی ترقی کی رفتار تیز ہوگی۔ اس سلسلے میں تمام متعلقہ اداروں کو ہدایات جاری کر دی گئی ہیں کہ وہ اپنی کارکردگی بہتر بنائیں اور عوامی شکایات کا فوری ازالہ کریں۔ انہوں نے مزید کہا کہ ملک کو درپیش چیلنجز کا مقابلہ صرف قومی اتحاد اور یکجہتی سے ہی ممکن ہے۔ سیاسی قیادت کو ذاتی مفادات سے بالاتر ہو کر قومی مفاد میں فیصلے کرنے ہوں گے۔ xyxy=(406,776,504,902)
continuation-header xyxy=(103,1186,202,1206)
article-paragraph: حکومت نے عوام کی فلاح و بہبود کے لیے متعدد منصوبوں کا آغاز کیا ہے جن سے ملک کی ترقی کی رفتار تیز ہوگی۔ اس سلسلے میں تمام متعلقہ اداروں کو ہدایات جاری کر دی گئی ہیں کہ وہ اپنی کارکردگی بہتر بنائیں اور عوامی شکایات کا فوری ازالہ کریں۔ انہوں نے مزید کہا کہ ملک کو درپیش چیلنجز کا مقابلہ صرف قومی اتحاد اور یکجہتی سے ہی ممکن ہے۔ سیاسی قیادت کو ذاتی مفادات سے بالاتر ہو کر قومی مفاد میں فیصلے کرنے ہوں گے۔ xyxy=(609,734,706,860)
text-column xyxy=(507,118,606,1333)
article-paragraph: تھانے کی حدود میں جرائم کی شرح میں کمی آئی ہے۔ پولیس گشت میں اضافہ کر دیا گیا ہے۔ xyxy=(103,702,202,728)
continuation-title: سکینڈل xyxy=(131,1019,159,1028)
article-paragraph: ڈائریکٹر جنرل نے کہا کہ ادارے کی کارکردگی بہتر بنانے کے لیے جدید ٹیکنالوجی سے استفادہ کیا جا رہا ہے۔ xyxy=(103,157,202,193)
article-paragraph: حکومت نے عوام کی فلاح و بہبود کے لیے متعدد منصوبوں کا آغاز کیا ہے جن سے ملک کی ترقی کی رفتار تیز ہوگی۔ اس سلسلے میں تمام متعلقہ اداروں کو ہدایات جاری کر دی گئی ہیں کہ وہ اپنی کارکردگی بہتر بنائیں اور عوامی شکایات کا فوری ازالہ کریں۔ انہوں نے مزید کہا کہ ملک کو درپیش چیلنجز کا مقابلہ صرف قومی اتحاد اور یکجہتی سے ہی ممکن ہے۔ سیاسی قیادت کو ذاتی مفادات سے بالاتر ہو کر قومی مفاد میں فیصلے کرنے ہوں گے۔ xyxy=(2,844,100,970)
text-column xyxy=(709,118,805,2576)
article-paragraph: حکومت نے عوام کی فلاح و بہبود کے لیے متعدد منصوبوں کا آغاز کیا ہے جن سے ملک کی ترقی کی رفتار تیز ہوگی۔ اس سلسلے میں تمام متعلقہ اداروں کو ہدایات جاری کر دی گئی ہیں کہ وہ اپنی کارکردگی بہتر بنائیں اور عوامی شکایات کا فوری ازالہ کریں۔ انہوں نے مزید کہا کہ ملک کو درپیش چیلنجز کا مقابلہ صرف قومی اتحاد اور یکجہتی سے ہی ممکن ہے۔ سیاسی قیادت کو ذاتی مفادات سے بالاتر ہو کر قومی مفاد میں فیصلے کرنے ہوں گے۔ xyxy=(306,15,404,141)
continuation-title: رحمداد xyxy=(638,252,663,261)
continuation-header xyxy=(306,751,404,771)
continuation-title: سی ڈی اے xyxy=(731,1637,768,1646)
continuation-header xyxy=(609,1461,706,1481)
continuation-title: یقین بایو xyxy=(633,660,667,669)
article-paragraph: کمشنر نے ہدایت کی کہ تمام سرکاری دفاتر میں حاضری کو یقینی بنایا جائے اور عوامی شکایات کا بروقت ازالہ کیا جائے۔ xyxy=(406,565,504,601)
article-paragraph: ہے کہ 1,431 افراد جو عمل میں آئے۔ اس سے قبل 10.8 ملین اضافے کے بعد حکومت نے پالیسی کا اعلان کیا۔ ملک بھر میں اصلاحات کا عمل جاری ہے اور ادارے اپنی ذمہ داریاں پوری کر رہے ہیں۔ عوامی نمائندوں نے اس فیصلے کا خیر مقدم کیا ہے اور کہا ہے کہ اس سے معیشت پر مثبت اثرات مرتب ہوں گے۔ xyxy=(709,368,805,449)
continuation-header xyxy=(709,1233,805,1253)
continuation-title: عرفان صدیقی xyxy=(141,1359,168,1377)
article-paragraph: حکومت نے عوام کی فلاح و بہبود کے لیے متعدد منصوبوں کا آغاز کیا ہے جن سے ملک کی ترقی کی رفتار تیز ہوگی۔ اس سلسلے میں تمام متعلقہ اداروں کو ہدایات جاری کر دی گئی ہیں کہ وہ اپنی کارکردگی بہتر بنائیں اور عوامی شکایات کا فوری ازالہ کریں۔ انہوں نے مزید کہا کہ ملک کو درپیش چیلنجز کا مقابلہ صرف قومی اتحاد اور یکجہتی سے ہی ممکن ہے۔ سیاسی قیادت کو ذاتی مفادات سے بالاتر ہو کر قومی مفاد میں فیصلے کرنے ہوں گے۔ xyxy=(2,663,100,789)
continuation-header xyxy=(205,724,303,743)
continuation-number: 37 xyxy=(104,1187,123,1205)
continuation-number: 36 xyxy=(104,1015,123,1033)
continuation-number: 42 xyxy=(3,974,22,992)
article-paragraph: حکومت نے عوام کی فلاح و بہبود کے لیے متعدد منصوبوں کا آغاز کیا ہے جن سے ملک کی ترقی کی رفتار تیز ہوگی۔ اس سلسلے میں تمام متعلقہ اداروں کو ہدایات جاری کر دی گئی ہیں کہ وہ اپنی کارکردگی بہتر بنائیں اور عوامی شکایات کا فوری ازالہ کریں۔ انہوں نے مزید کہا کہ ملک کو درپیش چیلنجز کا مقابلہ صرف قومی اتحاد اور یکجہتی سے ہی ممکن ہے۔ سیاسی قیادت کو ذاتی مفادات سے بالاتر ہو کر قومی مفاد میں فیصلے کرنے ہوں گے۔ xyxy=(306,1331,404,1457)
article-paragraph: حکومت نے عوام کی فلاح و بہبود کے لیے متعدد منصوبوں کا آغاز کیا ہے جن سے ملک کی ترقی کی رفتار تیز ہوگی۔ اس سلسلے میں تمام متعلقہ اداروں کو ہدایات جاری کر دی گئی ہیں کہ وہ اپنی کارکردگی بہتر بنائیں اور عوامی شکایات کا فوری ازالہ کریں۔ انہوں نے مزید کہا کہ ملک کو درپیش چیلنجز کا مقابلہ صرف قومی اتحاد اور یکجہتی سے ہی ممکن ہے۔ سیاسی قیادت کو ذاتی مفادات سے بالاتر ہو کر قومی مفاد میں فیصلے کرنے ہوں گے۔ xyxy=(205,785,303,911)
continuation-number: 41 xyxy=(3,792,22,810)
article-paragraph: حکومت نے عوام کی فلاح و بہبود کے لیے متعدد منصوبوں کا آغاز کیا ہے جن سے ملک کی ترقی کی رفتار تیز ہوگی۔ اس سلسلے میں تمام متعلقہ اداروں کو ہدایات جاری کر دی گئی ہیں کہ وہ اپنی کارکردگی بہتر بنائیں اور عوامی شکایات کا فوری ازالہ کریں۔ انہوں نے مزید کہا کہ ملک کو درپیش چیلنجز کا مقابلہ صرف قومی اتحاد اور یکجہتی سے ہی ممکن ہے۔ سیاسی قیادت کو ذاتی مفادات سے بالاتر ہو کر قومی مفاد میں فیصلے کرنے ہوں گے۔ xyxy=(103,1771,202,1888)
article-paragraph: انہوں نے کہا کہ دینی مدارس ملک میں تعلیم کے فروغ میں اہم کردار ادا کر رہے ہیں۔ علماء کرام نے امن و امان کے قیام کے لیے حکومت سے تعاون کی یقین دہانی کرائی۔ xyxy=(406,167,504,211)
continuation-title: وزیراعظم xyxy=(329,1137,366,1146)
continuation-header xyxy=(103,1359,202,1379)
continuation-header xyxy=(609,247,706,266)
continuation-header xyxy=(609,655,706,674)
continuation-tag: بقیہ xyxy=(168,498,201,516)
article-paragraph: محکمہ موسمیات نے آئندہ ہفتے مزید بارشوں کی پیش گوئی کی ہے۔ ضلعی انتظامیہ کو الرٹ رہنے کی ہدایت کر دی گئی ہے اور ندی نالوں کی صفائی کا کام جاری ہے۔ xyxy=(609,1484,706,1528)
continuation-number: 5 xyxy=(610,248,629,265)
article-paragraph: حکومت نے عوام کی فلاح و بہبود کے لیے متعدد منصوبوں کا آغاز کیا ہے جن سے ملک کی ترقی کی رفتار تیز ہوگی۔ اس سلسلے میں تمام متعلقہ اداروں کو ہدایات جاری کر دی گئی ہیں کہ وہ اپنی کارکردگی بہتر بنائیں اور عوامی شکایات کا فوری ازالہ کریں۔ انہوں نے مزید کہا کہ ملک کو درپیش چیلنجز کا مقابلہ صرف قومی اتحاد اور یکجہتی سے ہی ممکن ہے۔ سیاسی قیادت کو ذاتی مفادات سے بالاتر ہو کر قومی مفاد میں فیصلے کرنے ہوں گے۔ xyxy=(103,378,202,494)
continuation-tag: بقیہ xyxy=(168,136,201,154)
continuation-title: مولانا معروف احمد xyxy=(443,140,470,167)
article-paragraph: پولیس کے مطابق ملزمان کو گرفتار کر کے مقدمہ درج کر لیا گیا ہے۔ مزید تفتیش جاری ہے اور جلد ہی تمام حقائق سامنے آ جائیں گے۔ اہل علاقہ نے پولیس کی کارروائی پر اطمینان کا اظہار کیا۔ xyxy=(609,270,706,323)
article-paragraph: حکومت نے عوام کی فلاح و بہبود کے لیے متعدد منصوبوں کا آغاز کیا ہے جن سے ملک کی ترقی کی رفتار تیز ہوگی۔ اس سلسلے میں تمام متعلقہ اداروں کو ہدایات جاری کر دی گئی ہیں کہ وہ اپنی کارکردگی بہتر بنائیں اور عوامی شکایات کا فوری ازالہ کریں۔ انہوں نے مزید کہا کہ ملک کو درپیش چیلنجز کا مقابلہ صرف قومی اتحاد اور یکجہتی سے ہی ممکن ہے۔ سیاسی قیادت کو ذاتی مفادات سے بالاتر ہو کر قومی مفاد میں فیصلے کرنے ہوں گے۔ xyxy=(103,559,202,675)
continuation-number: 35 xyxy=(104,852,123,870)
article-paragraph: غزہ میں جاری صورتحال پر عالمی برادری کی خاموشی افسوسناک ہے۔ ہلاکتوں کی تعداد 3,860 سے تجاوز کر گئی ہے جبکہ 5,295 افراد زخمی ہیں۔ xyxy=(406,366,504,410)
article-paragraph: حکومت نے عوام کی فلاح و بہبود کے لیے متعدد منصوبوں کا آغاز کیا ہے جن سے ملک کی ترقی کی رفتار تیز ہوگی۔ اس سلسلے میں تمام متعلقہ اداروں کو ہدایات جاری کر دی گئی ہیں کہ وہ اپنی کارکردگی بہتر بنائیں اور عوامی شکایات کا فوری ازالہ کریں۔ انہوں نے مزید کہا کہ ملک کو درپیش چیلنجز کا مقابلہ صرف قومی اتحاد اور یکجہتی سے ہی ممکن ہے۔ سیاسی قیادت کو ذاتی مفادات سے بالاتر ہو کر قومی مفاد میں فیصلے کرنے ہوں گے۔ xyxy=(609,118,706,243)
article-paragraph: دہشت گردوں کے خلاف کارروائیاں جاری رہیں گی۔ سیکیورٹی فورسز نے علاقے میں سرچ آپریشن کیا اور متعدد مشتبہ افراد کو حراست میں لے لیا۔ ترجمان نے کہا کہ ملک دشمن عناصر کو کسی صورت کامیاب نہیں ہونے دیا جائے گا۔ xyxy=(709,1039,805,1101)
article-paragraph: حکومت نے عوام کی فلاح و بہبود کے لیے متعدد منصوبوں کا آغاز کیا ہے جن سے ملک کی ترقی کی رفتار تیز ہوگی۔ اس سلسلے میں تمام متعلقہ اداروں کو ہدایات جاری کر دی گئی ہیں کہ وہ اپنی کارکردگی بہتر بنائیں اور عوامی شکایات کا فوری ازالہ کریں۔ انہوں نے مزید کہا کہ ملک کو درپیش چیلنجز کا مقابلہ صرف قومی اتحاد اور یکجہتی سے ہی ممکن ہے۔ سیاسی قیادت کو ذاتی مفادات سے بالاتر ہو کر قومی مفاد میں فیصلے کرنے ہوں گے۔ xyxy=(406,414,504,540)
continuation-number: 31 xyxy=(104,136,123,154)
article-paragraph: حکومت نے عوام کی فلاح و بہبود کے لیے متعدد منصوبوں کا آغاز کیا ہے جن سے ملک کی ترقی کی رفتار تیز ہوگی۔ اس سلسلے میں تمام متعلقہ اداروں کو ہدایات جاری کر دی گئی ہیں کہ وہ اپنی کارکردگی بہتر بنائیں اور عوامی شکایات کا فوری ازالہ کریں۔ انہوں نے مزید کہا کہ ملک کو درپیش چیلنجز کا مقابلہ صرف قومی اتحاد اور یکجہتی سے ہی ممکن ہے۔ سیاسی قیادت کو ذاتی مفادات سے بالاتر ہو کر قومی مفاد میں فیصلے کرنے ہوں گے۔ xyxy=(609,1661,706,1787)
article-paragraph: حکومت نے عوام کی فلاح و بہبود کے لیے متعدد منصوبوں کا آغاز کیا ہے جن سے ملک کی ترقی کی رفتار تیز ہوگی۔ اس سلسلے میں تمام متعلقہ اداروں کو ہدایات جاری کر دی گئی ہیں کہ وہ اپنی کارکردگی بہتر بنائیں اور عوامی شکایات کا فوری ازالہ کریں۔ انہوں نے مزید کہا کہ ملک کو درپیش چیلنجز کا مقابلہ صرف قومی اتحاد اور یکجہتی سے ہی ممکن ہے۔ سیاسی قیادت کو ذاتی مفادات سے بالاتر ہو کر قومی مفاد میں فیصلے کرنے ہوں گے۔ xyxy=(507,838,606,955)
column-rule xyxy=(505,15,506,1333)
article-paragraph: حکومت نے عوام کی فلاح و بہبود کے لیے متعدد منصوبوں کا آغاز کیا ہے جن سے ملک کی ترقی کی رفتار تیز ہوگی۔ اس سلسلے میں تمام متعلقہ اداروں کو ہدایات جاری کر دی گئی ہیں کہ وہ اپنی کارکردگی بہتر بنائیں اور عوامی شکایات کا فوری ازالہ کریں۔ انہوں نے مزید کہا کہ ملک کو درپیش چیلنجز کا مقابلہ صرف قومی اتحاد اور یکجہتی سے ہی ممکن ہے۔ سیاسی قیادت کو ذاتی مفادات سے بالاتر ہو کر قومی مفاد میں فیصلے کرنے ہوں گے۔ xyxy=(609,326,706,452)
continuation-number: 40 xyxy=(3,602,22,620)
continuation-tag: بقیہ xyxy=(672,656,705,673)
article-paragraph: حکومت نے عوام کی فلاح و بہبود کے لیے متعدد منصوبوں کا آغاز کیا ہے جن سے ملک کی ترقی کی رفتار تیز ہوگی۔ اس سلسلے میں تمام متعلقہ اداروں کو ہدایات جاری کر دی گئی ہیں کہ وہ اپنی کارکردگی بہتر بنائیں اور عوامی شکایات کا فوری ازالہ کریں۔ انہوں نے مزید کہا کہ ملک کو درپیش چیلنجز کا مقابلہ صرف قومی اتحاد اور یکجہتی سے ہی ممکن ہے۔ سیاسی قیادت کو ذاتی مفادات سے بالاتر ہو کر قومی مفاد میں فیصلے کرنے ہوں گے۔ xyxy=(709,2321,805,2446)
article-paragraph: کانفرنس میں صوبے کی ترقی کے لیے مختلف تجاویز پیش کی گئیں۔ شرکاء نے تعلیم، صحت اور روزگار کے مواقع بڑھانے پر زور دیا۔ xyxy=(2,996,100,1031)
article-paragraph: حکومت نے عوام کی فلاح و بہبود کے لیے متعدد منصوبوں کا آغاز کیا ہے جن سے ملک کی ترقی کی رفتار تیز ہوگی۔ اس سلسلے میں تمام متعلقہ اداروں کو ہدایات جاری کر دی گئی ہیں کہ وہ اپنی کارکردگی بہتر بنائیں اور عوامی شکایات کا فوری ازالہ کریں۔ انہوں نے مزید کہا کہ ملک کو درپیش چیلنجز کا مقابلہ صرف قومی اتحاد اور یکجہتی سے ہی ممکن ہے۔ سیاسی قیادت کو ذاتی مفادات سے بالاتر ہو کر قومی مفاد میں فیصلے کرنے ہوں گے۔ xyxy=(306,1719,404,1845)
text-column xyxy=(205,15,303,2048)
continuation-tag: بقیہ xyxy=(66,792,99,810)
article-paragraph: وزیراعلیٰ نے 16 جولائی 2025 کو منصوبے کا افتتاح کیا۔ xyxy=(406,755,505,773)
article-paragraph: انہوں نے اپنی رہائش گاہ پر پریس کانفرنس سے خطاب کیا۔ xyxy=(103,873,202,891)
continuation-title: وزیراعلیٰ xyxy=(431,738,465,747)
continuation-tag: بقیہ xyxy=(66,974,99,992)
text-column xyxy=(609,118,706,2432)
continuation-header xyxy=(406,542,504,562)
continuation-header xyxy=(103,135,202,155)
continuation-tag: بقیہ xyxy=(369,1133,402,1150)
article-paragraph: حکومت نے عوام کی فلاح و بہبود کے لیے متعدد منصوبوں کا آغاز کیا ہے جن سے ملک کی ترقی کی رفتار تیز ہوگی۔ اس سلسلے میں تمام متعلقہ اداروں کو ہدایات جاری کر دی گئی ہیں کہ وہ اپنی کارکردگی بہتر بنائیں اور عوامی شکایات کا فوری ازالہ کریں۔ انہوں نے مزید کہا کہ ملک کو درپیش چیلنجز کا مقابلہ صرف قومی اتحاد اور یکجہتی سے ہی ممکن ہے۔ سیاسی قیادت کو ذاتی مفادات سے بالاتر ہو کر قومی مفاد میں فیصلے کرنے ہوں گے۔ xyxy=(306,1848,404,1974)
article-paragraph: حکومت نے عوام کی فلاح و بہبود کے لیے متعدد منصوبوں کا آغاز کیا ہے جن سے ملک کی ترقی کی رفتار تیز ہوگی۔ اس سلسلے میں تمام متعلقہ اداروں کو ہدایات جاری کر دی گئی ہیں کہ وہ اپنی کارکردگی بہتر بنائیں اور عوامی شکایات کا فوری ازالہ کریں۔ انہوں نے مزید کہا کہ ملک کو درپیش چیلنجز کا مقابلہ صرف قومی اتحاد اور یکجہتی سے ہی ممکن ہے۔ سیاسی قیادت کو ذاتی مفادات سے بالاتر ہو کر قومی مفاد میں فیصلے کرنے ہوں گے۔ xyxy=(406,1551,504,1677)
continuation-header xyxy=(103,851,202,871)
continuation-tag: بقیہ xyxy=(269,725,302,742)
article-paragraph: حکومت نے عوام کی فلاح و بہبود کے لیے متعدد منصوبوں کا آغاز کیا ہے جن سے ملک کی ترقی کی رفتار تیز ہوگی۔ اس سلسلے میں تمام متعلقہ اداروں کو ہدایات جاری کر دی گئی ہیں کہ وہ اپنی کارکردگی بہتر بنائیں اور عوامی شکایات کا فوری ازالہ کریں۔ انہوں نے مزید کہا کہ ملک کو درپیش چیلنجز کا مقابلہ صرف قومی اتحاد اور یکجہتی سے ہی ممکن ہے۔ سیاسی قیادت کو ذاتی مفادات سے بالاتر ہو کر قومی مفاد میں فیصلے کرنے ہوں گے۔ xyxy=(406,214,504,340)
article-paragraph: ملزم طویل عرصے سے پولیس کو مطلوب تھا۔ خفیہ اطلاع پر کارروائی کرتے ہوئے اسے گرفتار کیا گیا۔ xyxy=(305,973,404,999)
article-paragraph: حکومت نے عوام کی فلاح و بہبود کے لیے متعدد منصوبوں کا آغاز کیا ہے جن سے ملک کی ترقی کی رفتار تیز ہوگی۔ اس سلسلے میں تمام متعلقہ اداروں کو ہدایات جاری کر دی گئی ہیں کہ وہ اپنی کارکردگی بہتر بنائیں اور عوامی شکایات کا فوری ازالہ کریں۔ انہوں نے مزید کہا کہ ملک کو درپیش چیلنجز کا مقابلہ صرف قومی اتحاد اور یکجہتی سے ہی ممکن ہے۔ سیاسی قیادت کو ذاتی مفادات سے بالاتر ہو کر قومی مفاد میں فیصلے کرنے ہوں گے۔ xyxy=(306,414,404,540)
article-paragraph: حکومت نے عوام کی فلاح و بہبود کے لیے متعدد منصوبوں کا آغاز کیا ہے جن سے ملک کی ترقی کی رفتار تیز ہوگی۔ اس سلسلے میں تمام متعلقہ اداروں کو ہدایات جاری کر دی گئی ہیں کہ وہ اپنی کارکردگی بہتر بنائیں اور عوامی شکایات کا فوری ازالہ کریں۔ انہوں نے مزید کہا کہ ملک کو درپیش چیلنجز کا مقابلہ صرف قومی اتحاد اور یکجہتی سے ہی ممکن ہے۔ سیاسی قیادت کو ذاتی مفادات سے بالاتر ہو کر قومی مفاد میں فیصلے کرنے ہوں گے۔ xyxy=(205,1922,303,2048)
continuation-number: 11 xyxy=(610,864,629,882)
continuation-title: عمران شاہ xyxy=(729,351,770,359)
continuation-header xyxy=(406,140,504,167)
continuation-tag: بقیہ xyxy=(369,344,402,362)
continuation-number: 34 xyxy=(104,680,123,697)
continuation-title: بارش xyxy=(337,756,358,765)
continuation-tag: بقیہ xyxy=(66,403,99,421)
article-paragraph: وزیراعظم نے کہا کہ ملکی معیشت درست سمت میں گامزن ہے اور مہنگائی میں نمایاں کمی آئی ہے۔ حکومت عوام کو ریلیف فراہم کرنے کے لیے پرعزم ہے۔ xyxy=(306,1155,404,1199)
property-classified-panel xyxy=(665,16,806,114)
continuation-title: ڈی جی xyxy=(132,140,158,149)
article-paragraph: افغان حکام نے سرحدی امور پر بات چیت کے لیے وفد بھیجنے کا اعلان کیا ہے۔ دونوں ممالک کے درمیان تجارت کی بحالی پر بھی غور کیا جائے گا۔ xyxy=(2,624,100,659)
continuation-number: 6 xyxy=(610,456,629,474)
article-paragraph: گورنر نے کہا کہ صوبے میں تعلیم اور صحت کے شعبوں پر خصوصی توجہ دی جا رہی ہے۔ جامعات کے معیار کو بلند کرنے کے لیے اقدامات کیے جائیں گے۔ xyxy=(609,885,706,930)
continuation-number: 8 xyxy=(710,1433,729,1451)
article-paragraph: سینیٹر نے کہا کہ پارلیمنٹ کی بالادستی پر کوئی سمجھوتہ نہیں ہوگا۔ xyxy=(103,1381,202,1408)
top-rule xyxy=(0,10,807,11)
continuation-number: 17 xyxy=(407,543,426,561)
continuation-number: 27 xyxy=(206,526,225,543)
article-paragraph: حکومت نے عوام کی فلاح و بہبود کے لیے متعدد منصوبوں کا آغاز کیا ہے جن سے ملک کی ترقی کی رفتار تیز ہوگی۔ اس سلسلے میں تمام متعلقہ اداروں کو ہدایات جاری کر دی گئی ہیں کہ وہ اپنی کارکردگی بہتر بنائیں اور عوامی شکایات کا فوری ازالہ کریں۔ انہوں نے مزید کہا کہ ملک کو درپیش چیلنجز کا مقابلہ صرف قومی اتحاد اور یکجہتی سے ہی ممکن ہے۔ سیاسی قیادت کو ذاتی مفادات سے بالاتر ہو کر قومی مفاد میں فیصلے کرنے ہوں گے۔ xyxy=(205,1535,303,1661)
continuation-tag: بقیہ xyxy=(168,852,201,870)
continuation-title: معاہدہ xyxy=(335,348,360,357)
continuation-tag: بقیہ xyxy=(369,752,402,770)
continuation-header xyxy=(306,343,404,363)
article-paragraph: حکومت نے عوام کی فلاح و بہبود کے لیے متعدد منصوبوں کا آغاز کیا ہے جن سے ملک کی ترقی کی رفتار تیز ہوگی۔ اس سلسلے میں تمام متعلقہ اداروں کو ہدایات جاری کر دی گئی ہیں کہ وہ اپنی کارکردگی بہتر بنائیں اور عوامی شکایات کا فوری ازالہ کریں۔ انہوں نے مزید کہا کہ ملک کو درپیش چیلنجز کا مقابلہ صرف قومی اتحاد اور یکجہتی سے ہی ممکن ہے۔ سیاسی قیادت کو ذاتی مفادات سے بالاتر ہو کر قومی مفاد میں فیصلے کرنے ہوں گے۔ xyxy=(709,1675,805,1801)
article-paragraph: حکومت نے عوام کی فلاح و بہبود کے لیے متعدد منصوبوں کا آغاز کیا ہے جن سے ملک کی ترقی کی رفتار تیز ہوگی۔ اس سلسلے میں تمام متعلقہ اداروں کو ہدایات جاری کر دی گئی ہیں کہ وہ اپنی کارکردگی بہتر بنائیں اور عوامی شکایات کا فوری ازالہ کریں۔ انہوں نے مزید کہا کہ ملک کو درپیش چیلنجز کا مقابلہ صرف قومی اتحاد اور یکجہتی سے ہی ممکن ہے۔ سیاسی قیادت کو ذاتی مفادات سے بالاتر ہو کر قومی مفاد میں فیصلے کرنے ہوں گے۔ xyxy=(205,1148,303,1274)
column-rule xyxy=(203,15,204,1333)
article-paragraph: حکومت نے عوام کی فلاح و بہبود کے لیے متعدد منصوبوں کا آغاز کیا ہے جن سے ملک کی ترقی کی رفتار تیز ہوگی۔ اس سلسلے میں تمام متعلقہ اداروں کو ہدایات جاری کر دی گئی ہیں کہ وہ اپنی کارکردگی بہتر بنائیں اور عوامی شکایات کا فوری ازالہ کریں۔ انہوں نے مزید کہا کہ ملک کو درپیش چیلنجز کا مقابلہ صرف قومی اتحاد اور یکجہتی سے ہی ممکن ہے۔ سیاسی قیادت کو ذاتی مفادات سے بالاتر ہو کر قومی مفاد میں فیصلے کرنے ہوں گے۔ xyxy=(205,205,303,331)
classified-ad-box xyxy=(507,15,807,117)
continuation-number: 18 xyxy=(407,734,426,752)
property-time-banner: پراپرٹی ٹائم xyxy=(714,19,803,49)
continuation-header xyxy=(205,334,303,354)
article-paragraph: حکومت نے عوام کی فلاح و بہبود کے لیے متعدد منصوبوں کا آغاز کیا ہے جن سے ملک کی ترقی کی رفتار تیز ہوگی۔ اس سلسلے میں تمام متعلقہ اداروں کو ہدایات جاری کر دی گئی ہیں کہ وہ اپنی کارکردگی بہتر بنائیں اور عوامی شکایات کا فوری ازالہ کریں۔ انہوں نے مزید کہا کہ ملک کو درپیش چیلنجز کا مقابلہ صرف قومی اتحاد اور یکجہتی سے ہی ممکن ہے۔ سیاسی قیادت کو ذاتی مفادات سے بالاتر ہو کر قومی مفاد میں فیصلے کرنے ہوں گے۔ xyxy=(205,1277,303,1403)
continuation-number: 22 xyxy=(307,752,326,770)
article-paragraph: وزیر قانون نے کہا کہ عدالتی اصلاحات کا عمل جاری ہے اور زیر التوا مقدمات کو جلد نمٹانے کے لیے اقدامات کیے جا رہے ہیں۔ xyxy=(205,357,303,392)
article-paragraph: حکومت نے عوام کی فلاح و بہبود کے لیے متعدد منصوبوں کا آغاز کیا ہے جن سے ملک کی ترقی کی رفتار تیز ہوگی۔ اس سلسلے میں تمام متعلقہ اداروں کو ہدایات جاری کر دی گئی ہیں کہ وہ اپنی کارکردگی بہتر بنائیں اور عوامی شکایات کا فوری ازالہ کریں۔ انہوں نے مزید کہا کہ ملک کو درپیش چیلنجز کا مقابلہ صرف قومی اتحاد اور یکجہتی سے ہی ممکن ہے۔ سیاسی قیادت کو ذاتی مفادات سے بالاتر ہو کر قومی مفاد میں فیصلے کرنے ہوں گے۔ xyxy=(2,1422,100,1548)
continuation-header xyxy=(205,144,303,164)
continuation-header xyxy=(205,914,303,934)
article-paragraph: تحقیقاتی ٹیم نے 13 افراد کو شامل تفتیش کر لیا ہے اور مزید انکشافات متوقع ہیں۔ xyxy=(103,1037,202,1063)
article-paragraph: حکومت نے عوام کی فلاح و بہبود کے لیے متعدد منصوبوں کا آغاز کیا ہے جن سے ملک کی ترقی کی رفتار تیز ہوگی۔ اس سلسلے میں تمام متعلقہ اداروں کو ہدایات جاری کر دی گئی ہیں کہ وہ اپنی کارکردگی بہتر بنائیں اور عوامی شکایات کا فوری ازالہ کریں۔ انہوں نے مزید کہا کہ ملک کو درپیش چیلنجز کا مقابلہ صرف قومی اتحاد اور یکجہتی سے ہی ممکن ہے۔ سیاسی قیادت کو ذاتی مفادات سے بالاتر ہو کر قومی مفاد میں فیصلے کرنے ہوں گے۔ xyxy=(709,2192,805,2317)
article-paragraph: حکومت نے عوام کی فلاح و بہبود کے لیے متعدد منصوبوں کا آغاز کیا ہے جن سے ملک کی ترقی کی رفتار تیز ہوگی۔ اس سلسلے میں تمام متعلقہ اداروں کو ہدایات جاری کر دی گئی ہیں کہ وہ اپنی کارکردگی بہتر بنائیں اور عوامی شکایات کا فوری ازالہ کریں۔ انہوں نے مزید کہا کہ ملک کو درپیش چیلنجز کا مقابلہ صرف قومی اتحاد اور یکجہتی سے ہی ممکن ہے۔ سیاسی قیادت کو ذاتی مفادات سے بالاتر ہو کر قومی مفاد میں فیصلے کرنے ہوں گے۔ xyxy=(609,934,706,1059)
continuation-header xyxy=(306,1132,404,1151)
continuation-header xyxy=(406,733,504,753)
article-paragraph: حکومت نے عوام کی فلاح و بہبود کے لیے متعدد منصوبوں کا آغاز کیا ہے جن سے ملک کی ترقی کی رفتار تیز ہوگی۔ اس سلسلے میں تمام متعلقہ اداروں کو ہدایات جاری کر دی گئی ہیں کہ وہ اپنی کارکردگی بہتر بنائیں اور عوامی شکایات کا فوری ازالہ کریں۔ انہوں نے مزید کہا کہ ملک کو درپیش چیلنجز کا مقابلہ صرف قومی اتحاد اور یکجہتی سے ہی ممکن ہے۔ سیاسی قیادت کو ذاتی مفادات سے بالاتر ہو کر قومی مفاد میں فیصلے کرنے ہوں گے۔ xyxy=(609,526,706,651)
continuation-header xyxy=(205,524,303,544)
continuation-title: امتحان پاس کرنا xyxy=(737,1234,770,1252)
article-paragraph: حکومت نے عوام کی فلاح و بہبود کے لیے متعدد منصوبوں کا آغاز کیا ہے جن سے ملک کی ترقی کی رفتار تیز ہوگی۔ اس سلسلے میں تمام متعلقہ اداروں کو ہدایات جاری کر دی گئی ہیں کہ وہ اپنی کارکردگی بہتر بنائیں اور عوامی شکایات کا فوری ازالہ کریں۔ انہوں نے مزید کہا کہ ملک کو درپیش چیلنجز کا مقابلہ صرف قومی اتحاد اور یکجہتی سے ہی ممکن ہے۔ سیاسی قیادت کو ذاتی مفادات سے بالاتر ہو کر قومی مفاد میں فیصلے کرنے ہوں گے۔ xyxy=(2,1809,100,1935)
column-rule xyxy=(304,15,305,1333)
article-paragraph: ضلع بھر میں قیام امن کے لیے جرگہ منعقد ہوا جس میں عمائدین نے شرکت کی۔ xyxy=(205,937,303,963)
article-paragraph: حکومت نے عوام کی فلاح و بہبود کے لیے متعدد منصوبوں کا آغاز کیا ہے جن سے ملک کی ترقی کی رفتار تیز ہوگی۔ اس سلسلے میں تمام متعلقہ اداروں کو ہدایات جاری کر دی گئی ہیں کہ وہ اپنی کارکردگی بہتر بنائیں اور عوامی شکایات کا فوری ازالہ کریں۔ انہوں نے مزید کہا کہ ملک کو درپیش چیلنجز کا مقابلہ صرف قومی اتحاد اور یکجہتی سے ہی ممکن ہے۔ سیاسی قیادت کو ذاتی مفادات سے بالاتر ہو کر قومی مفاد میں فیصلے کرنے ہوں گے۔ xyxy=(709,1933,805,2059)
continuation-header xyxy=(709,785,805,812)
continuation-title: مسترد xyxy=(235,1101,259,1110)
continuation-tag: بقیہ xyxy=(672,864,705,882)
continuation-tag: بقیہ xyxy=(672,1272,705,1289)
article-paragraph: حکومت نے عوام کی فلاح و بہبود کے لیے متعدد منصوبوں کا آغاز کیا ہے جن سے ملک کی ترقی کی رفتار تیز ہوگی۔ اس سلسلے میں تمام متعلقہ اداروں کو ہدایات جاری کر دی گئی ہیں کہ وہ اپنی کارکردگی بہتر بنائیں اور عوامی شکایات کا فوری ازالہ کریں۔ انہوں نے مزید کہا کہ ملک کو درپیش چیلنجز کا مقابلہ صرف قومی اتحاد اور یکجہتی سے ہی ممکن ہے۔ سیاسی قیادت کو ذاتی مفادات سے بالاتر ہو کر قومی مفاد میں فیصلے کرنے ہوں گے۔ xyxy=(507,478,606,595)
continuation-tag: بقیہ xyxy=(470,734,503,752)
article-paragraph: حکومت نے عوام کی فلاح و بہبود کے لیے متعدد منصوبوں کا آغاز کیا ہے جن سے ملک کی ترقی کی رفتار تیز ہوگی۔ اس سلسلے میں تمام متعلقہ اداروں کو ہدایات جاری کر دی گئی ہیں کہ وہ اپنی کارکردگی بہتر بنائیں اور عوامی شکایات کا فوری ازالہ کریں۔ انہوں نے مزید کہا کہ ملک کو درپیش چیلنجز کا مقابلہ صرف قومی اتحاد اور یکجہتی سے ہی ممکن ہے۔ سیاسی قیادت کو ذاتی مفادات سے بالاتر ہو کر قومی مفاد میں فیصلے کرنے ہوں گے۔ xyxy=(2,15,100,141)
continuation-tag: بقیہ xyxy=(770,582,804,600)
article-paragraph: حکومت نے عوام کی فلاح و بہبود کے لیے متعدد منصوبوں کا آغاز کیا ہے جن سے ملک کی ترقی کی رفتار تیز ہوگی۔ اس سلسلے میں تمام متعلقہ اداروں کو ہدایات جاری کر دی گئی ہیں کہ وہ اپنی کارکردگی بہتر بنائیں اور عوامی شکایات کا فوری ازالہ کریں۔ انہوں نے مزید کہا کہ ملک کو درپیش چیلنجز کا مقابلہ صرف قومی اتحاد اور یکجہتی سے ہی ممکن ہے۔ سیاسی قیادت کو ذاتی مفادات سے بالاتر ہو کر قومی مفاد میں فیصلے کرنے ہوں گے۔ xyxy=(2,144,100,270)
article-paragraph: حکومت نے عوام کی فلاح و بہبود کے لیے متعدد منصوبوں کا آغاز کیا ہے جن سے ملک کی ترقی کی رفتار تیز ہوگی۔ اس سلسلے میں تمام متعلقہ اداروں کو ہدایات جاری کر دی گئی ہیں کہ وہ اپنی کارکردگی بہتر بنائیں اور عوامی شکایات کا فوری ازالہ کریں۔ انہوں نے مزید کہا کہ ملک کو درپیش چیلنجز کا مقابلہ صرف قومی اتحاد اور یکجہتی سے ہی ممکن ہے۔ سیاسی قیادت کو ذاتی مفادات سے بالاتر ہو کر قومی مفاد میں فیصلے کرنے ہوں گے۔ xyxy=(103,894,202,1011)
continuation-header xyxy=(205,1095,303,1115)
continuation-tag: بقیہ xyxy=(269,526,302,543)
article-paragraph: حکومت نے عوام کی فلاح و بہبود کے لیے متعدد منصوبوں کا آغاز کیا ہے جن سے ملک کی ترقی کی رفتار تیز ہوگی۔ اس سلسلے میں تمام متعلقہ اداروں کو ہدایات جاری کر دی گئی ہیں کہ وہ اپنی کارکردگی بہتر بنائیں اور عوامی شکایات کا فوری ازالہ کریں۔ انہوں نے مزید کہا کہ ملک کو درپیش چیلنجز کا مقابلہ صرف قومی اتحاد اور یکجہتی سے ہی ممکن ہے۔ سیاسی قیادت کو ذاتی مفادات سے بالاتر ہو کر قومی مفاد میں فیصلے کرنے ہوں گے۔ xyxy=(709,1804,805,1930)
article-paragraph: چیف جسٹس نے کہا کہ انصاف کی فراہمی عدلیہ کی اولین ترجیح ہے۔ سائلین کو جلد انصاف فراہم کرنے کے لیے اقدامات کیے جا رہے ہیں۔ xyxy=(103,520,202,555)
continuation-number: 12 xyxy=(610,1063,629,1081)
continuation-number: 28 xyxy=(206,725,225,742)
continuation-header xyxy=(2,402,100,422)
continuation-title: نائب وزیراعظم xyxy=(734,581,770,599)
continuation-header xyxy=(709,581,805,601)
continuation-tag: بقیہ xyxy=(168,317,201,335)
continuation-header xyxy=(709,1632,805,1652)
continuation-tag: بقیہ xyxy=(168,1015,201,1033)
article-paragraph: حکومت نے عوام کی فلاح و بہبود کے لیے متعدد منصوبوں کا آغاز کیا ہے جن سے ملک کی ترقی کی رفتار تیز ہوگی۔ اس سلسلے میں تمام متعلقہ اداروں کو ہدایات جاری کر دی گئی ہیں کہ وہ اپنی کارکردگی بہتر بنائیں اور عوامی شکایات کا فوری ازالہ کریں۔ انہوں نے مزید کہا کہ ملک کو درپیش چیلنجز کا مقابلہ صرف قومی اتحاد اور یکجہتی سے ہی ممکن ہے۔ سیاسی قیادت کو ذاتی مفادات سے بالاتر ہو کر قومی مفاد میں فیصلے کرنے ہوں گے۔ xyxy=(406,1422,504,1548)
article-paragraph: حکومت نے عوام کی فلاح و بہبود کے لیے متعدد منصوبوں کا آغاز کیا ہے جن سے ملک کی ترقی کی رفتار تیز ہوگی۔ اس سلسلے میں تمام متعلقہ اداروں کو ہدایات جاری کر دی گئی ہیں کہ وہ اپنی کارکردگی بہتر بنائیں اور عوامی شکایات کا فوری ازالہ کریں۔ انہوں نے مزید کہا کہ ملک کو درپیش چیلنجز کا مقابلہ صرف قومی اتحاد اور یکجہتی سے ہی ممکن ہے۔ سیاسی قیادت کو ذاتی مفادات سے بالاتر ہو کر قومی مفاد میں فیصلے کرنے ہوں گے۔ xyxy=(103,731,202,848)
article-paragraph: حکومت نے عوام کی فلاح و بہبود کے لیے متعدد منصوبوں کا آغاز کیا ہے جن سے ملک کی ترقی کی رفتار تیز ہوگی۔ اس سلسلے میں تمام متعلقہ اداروں کو ہدایات جاری کر دی گئی ہیں کہ وہ اپنی کارکردگی بہتر بنائیں اور عوامی شکایات کا فوری ازالہ کریں۔ انہوں نے مزید کہا کہ ملک کو درپیش چیلنجز کا مقابلہ صرف قومی اتحاد اور یکجہتی سے ہی ممکن ہے۔ سیاسی قیادت کو ذاتی مفادات سے بالاتر ہو کر قومی مفاد میں فیصلے کرنے ہوں گے۔ xyxy=(609,1332,706,1458)
continuation-header xyxy=(406,343,504,363)
continuation-title: مون سون بارشوں xyxy=(629,1462,672,1479)
continuation-tag: بقیہ xyxy=(168,680,201,697)
article-paragraph: حکومت نے عوام کی فلاح و بہبود کے لیے متعدد منصوبوں کا آغاز کیا ہے جن سے ملک کی ترقی کی رفتار تیز ہوگی۔ اس سلسلے میں تمام متعلقہ اداروں کو ہدایات جاری کر دی گئی ہیں کہ وہ اپنی کارکردگی بہتر بنائیں اور عوامی شکایات کا فوری ازالہ کریں۔ انہوں نے مزید کہا کہ ملک کو درپیش چیلنجز کا مقابلہ صرف قومی اتحاد اور یکجہتی سے ہی ممکن ہے۔ سیاسی قیادت کو ذاتی مفادات سے بالاتر ہو کر قومی مفاد میں فیصلے کرنے ہوں گے۔ xyxy=(2,1293,100,1418)
continuation-title: اغوا xyxy=(340,149,355,158)
continuation-number: 10 xyxy=(610,656,629,673)
article-paragraph: عدالت نے درخواست مسترد کرتے ہوئے ریمارکس دیے کہ قانون سب کے لیے برابر ہے۔ xyxy=(205,1118,303,1145)
article-paragraph: حکومت نے عوام کی فلاح و بہبود کے لیے متعدد منصوبوں کا آغاز کیا ہے جن سے ملک کی ترقی کی رفتار تیز ہوگی۔ اس سلسلے میں تمام متعلقہ اداروں کو ہدایات جاری کر دی گئی ہیں کہ وہ اپنی کارکردگی بہتر بنائیں اور عوامی شکایات کا فوری ازالہ کریں۔ انہوں نے مزید کہا کہ ملک کو درپیش چیلنجز کا مقابلہ صرف قومی اتحاد اور یکجہتی سے ہی ممکن ہے۔ سیاسی قیادت کو ذاتی مفادات سے بالاتر ہو کر قومی مفاد میں فیصلے کرنے ہوں گے۔ xyxy=(406,1163,504,1289)
court-ads-banner: عدالتی اشتہارات xyxy=(512,20,602,47)
continuation-tag: بقیہ xyxy=(770,1017,804,1034)
continuation-header xyxy=(2,791,100,811)
article-paragraph: بارش سے نشیبی علاقے زیر آب آ گئے۔ ریسکیو ٹیموں نے امدادی کارروائیاں شروع کر دیں۔ درجہ حرارت 24 ڈگری سینٹی گریڈ تک گر گیا۔ xyxy=(306,774,404,818)
article-paragraph: انہوں نے کہا کہ سیاسی جماعتوں کو مل کر ملک کو درپیش چیلنجز کا مقابلہ کرنا ہوگا۔ مذاکرات ہی مسائل کے حل کا واحد راستہ ہیں۔ حکومت تمام فریقین سے بات چیت کے لیے تیار ہے۔ xyxy=(306,565,404,619)
article-paragraph: حکومت نے عوام کی فلاح و بہبود کے لیے متعدد منصوبوں کا آغاز کیا ہے جن سے ملک کی ترقی کی رفتار تیز ہوگی۔ اس سلسلے میں تمام متعلقہ اداروں کو ہدایات جاری کر دی گئی ہیں کہ وہ اپنی کارکردگی بہتر بنائیں اور عوامی شکایات کا فوری ازالہ کریں۔ انہوں نے مزید کہا کہ ملک کو درپیش چیلنجز کا مقابلہ صرف قومی اتحاد اور یکجہتی سے ہی ممکن ہے۔ سیاسی قیادت کو ذاتی مفادات سے بالاتر ہو کر قومی مفاد میں فیصلے کرنے ہوں گے۔ xyxy=(103,1411,202,1528)
article-paragraph: حکومت نے عوام کی فلاح و بہبود کے لیے متعدد منصوبوں کا آغاز کیا ہے جن سے ملک کی ترقی کی رفتار تیز ہوگی۔ اس سلسلے میں تمام متعلقہ اداروں کو ہدایات جاری کر دی گئی ہیں کہ وہ اپنی کارکردگی بہتر بنائیں اور عوامی شکایات کا فوری ازالہ کریں۔ انہوں نے مزید کہا کہ ملک کو درپیش چیلنجز کا مقابلہ صرف قومی اتحاد اور یکجہتی سے ہی ممکن ہے۔ سیاسی قیادت کو ذاتی مفادات سے بالاتر ہو کر قومی مفاد میں فیصلے کرنے ہوں گے۔ xyxy=(406,604,504,730)
article-paragraph: حکومت نے عوام کی فلاح و بہبود کے لیے متعدد منصوبوں کا آغاز کیا ہے جن سے ملک کی ترقی کی رفتار تیز ہوگی۔ اس سلسلے میں تمام متعلقہ اداروں کو ہدایات جاری کر دی گئی ہیں کہ وہ اپنی کارکردگی بہتر بنائیں اور عوامی شکایات کا فوری ازالہ کریں۔ انہوں نے مزید کہا کہ ملک کو درپیش چیلنجز کا مقابلہ صرف قومی اتحاد اور یکجہتی سے ہی ممکن ہے۔ سیاسی قیادت کو ذاتی مفادات سے بالاتر ہو کر قومی مفاد میں فیصلے کرنے ہوں گے۔ xyxy=(609,1142,706,1267)
article-paragraph: حکومت نے عوام کی فلاح و بہبود کے لیے متعدد منصوبوں کا آغاز کیا ہے جن سے ملک کی ترقی کی رفتار تیز ہوگی۔ اس سلسلے میں تمام متعلقہ اداروں کو ہدایات جاری کر دی گئی ہیں کہ وہ اپنی کارکردگی بہتر بنائیں اور عوامی شکایات کا فوری ازالہ کریں۔ انہوں نے مزید کہا کہ ملک کو درپیش چیلنجز کا مقابلہ صرف قومی اتحاد اور یکجہتی سے ہی ممکن ہے۔ سیاسی قیادت کو ذاتی مفادات سے بالاتر ہو کر قومی مفاد میں فیصلے کرنے ہوں گے۔ xyxy=(306,1977,404,2103)
article-paragraph: حکومت نے عوام کی فلاح و بہبود کے لیے متعدد منصوبوں کا آغاز کیا ہے جن سے ملک کی ترقی کی رفتار تیز ہوگی۔ اس سلسلے میں تمام متعلقہ اداروں کو ہدایات جاری کر دی گئی ہیں کہ وہ اپنی کارکردگی بہتر بنائیں اور عوامی شکایات کا فوری ازالہ کریں۔ انہوں نے مزید کہا کہ ملک کو درپیش چیلنجز کا مقابلہ صرف قومی اتحاد اور یکجہتی سے ہی ممکن ہے۔ سیاسی قیادت کو ذاتی مفادات سے بالاتر ہو کر قومی مفاد میں فیصلے کرنے ہوں گے۔ xyxy=(507,358,606,475)
article-paragraph: حکومت نے عوام کی فلاح و بہبود کے لیے متعدد منصوبوں کا آغاز کیا ہے جن سے ملک کی ترقی کی رفتار تیز ہوگی۔ اس سلسلے میں تمام متعلقہ اداروں کو ہدایات جاری کر دی گئی ہیں کہ وہ اپنی کارکردگی بہتر بنائیں اور عوامی شکایات کا فوری ازالہ کریں۔ انہوں نے مزید کہا کہ ملک کو درپیش چیلنجز کا مقابلہ صرف قومی اتحاد اور یکجہتی سے ہی ممکن ہے۔ سیاسی قیادت کو ذاتی مفادات سے بالاتر ہو کر قومی مفاد میں فیصلے کرنے ہوں گے۔ xyxy=(2,1551,100,1677)
continuation-title: مریم نواز xyxy=(229,530,264,539)
continuation-title: فلسطین شہید xyxy=(437,344,470,362)
continuation-number: 1 xyxy=(710,346,729,364)
continuation-number: 16 xyxy=(407,344,426,362)
continuation-title: سنیپ ڈریگن xyxy=(650,1063,672,1081)
article-paragraph: حکومت نے عوام کی فلاح و بہبود کے لیے متعدد منصوبوں کا آغاز کیا ہے جن سے ملک کی ترقی کی رفتار تیز ہوگی۔ اس سلسلے میں تمام متعلقہ اداروں کو ہدایات جاری کر دی گئی ہیں کہ وہ اپنی کارکردگی بہتر بنائیں اور عوامی شکایات کا فوری ازالہ کریں۔ انہوں نے مزید کہا کہ ملک کو درپیش چیلنجز کا مقابلہ صرف قومی اتحاد اور یکجہتی سے ہی ممکن ہے۔ سیاسی قیادت کو ذاتی مفادات سے بالاتر ہو کر قومی مفاد میں فیصلے کرنے ہوں گے۔ xyxy=(103,196,202,313)
continuation-tag: بقیہ xyxy=(672,456,705,474)
article-paragraph: حکومت نے عوام کی فلاح و بہبود کے لیے متعدد منصوبوں کا آغاز کیا ہے جن سے ملک کی ترقی کی رفتار تیز ہوگی۔ اس سلسلے میں تمام متعلقہ اداروں کو ہدایات جاری کر دی گئی ہیں کہ وہ اپنی کارکردگی بہتر بنائیں اور عوامی شکایات کا فوری ازالہ کریں۔ انہوں نے مزید کہا کہ ملک کو درپیش چیلنجز کا مقابلہ صرف قومی اتحاد اور یکجہتی سے ہی ممکن ہے۔ سیاسی قیادت کو ذاتی مفادات سے بالاتر ہو کر قومی مفاد میں فیصلے کرنے ہوں گے۔ xyxy=(2,273,100,399)
article-paragraph: پاکستان نے ہمیشہ عالمی امن کے لیے اپنا کردار ادا کیا ہے۔ اقوام متحدہ کے امن مشنز میں پاکستانی فوج کی خدمات قابل تحسین ہیں۔ xyxy=(205,167,303,202)
continuation-title: چیف جسٹس xyxy=(142,498,168,516)
continuation-header xyxy=(709,1432,805,1452)
article-paragraph: حکومت نے عوام کی فلاح و بہبود کے لیے متعدد منصوبوں کا آغاز کیا ہے جن سے ملک کی ترقی کی رفتار تیز ہوگی۔ اس سلسلے میں تمام متعلقہ اداروں کو ہدایات جاری کر دی گئی ہیں کہ وہ اپنی کارکردگی بہتر بنائیں اور عوامی شکایات کا فوری ازالہ کریں۔ انہوں نے مزید کہا کہ ملک کو درپیش چیلنجز کا مقابلہ صرف قومی اتحاد اور یکجہتی سے ہی ممکن ہے۔ سیاسی قیادت کو ذاتی مفادات سے بالاتر ہو کر قومی مفاد میں فیصلے کرنے ہوں گے۔ xyxy=(507,718,606,835)
continuation-header xyxy=(306,542,404,562)
article-paragraph: حکومت نے عوام کی فلاح و بہبود کے لیے متعدد منصوبوں کا آغاز کیا ہے جن سے ملک کی ترقی کی رفتار تیز ہوگی۔ اس سلسلے میں تمام متعلقہ اداروں کو ہدایات جاری کر دی گئی ہیں کہ وہ اپنی کارکردگی بہتر بنائیں اور عوامی شکایات کا فوری ازالہ کریں۔ انہوں نے مزید کہا کہ ملک کو درپیش چیلنجز کا مقابلہ صرف قومی اتحاد اور یکجہتی سے ہی ممکن ہے۔ سیاسی قیادت کو ذاتی مفادات سے بالاتر ہو کر قومی مفاد میں فیصلے کرنے ہوں گے۔ xyxy=(609,1919,706,2045)
continuation-title: جمائمہ xyxy=(31,797,56,806)
